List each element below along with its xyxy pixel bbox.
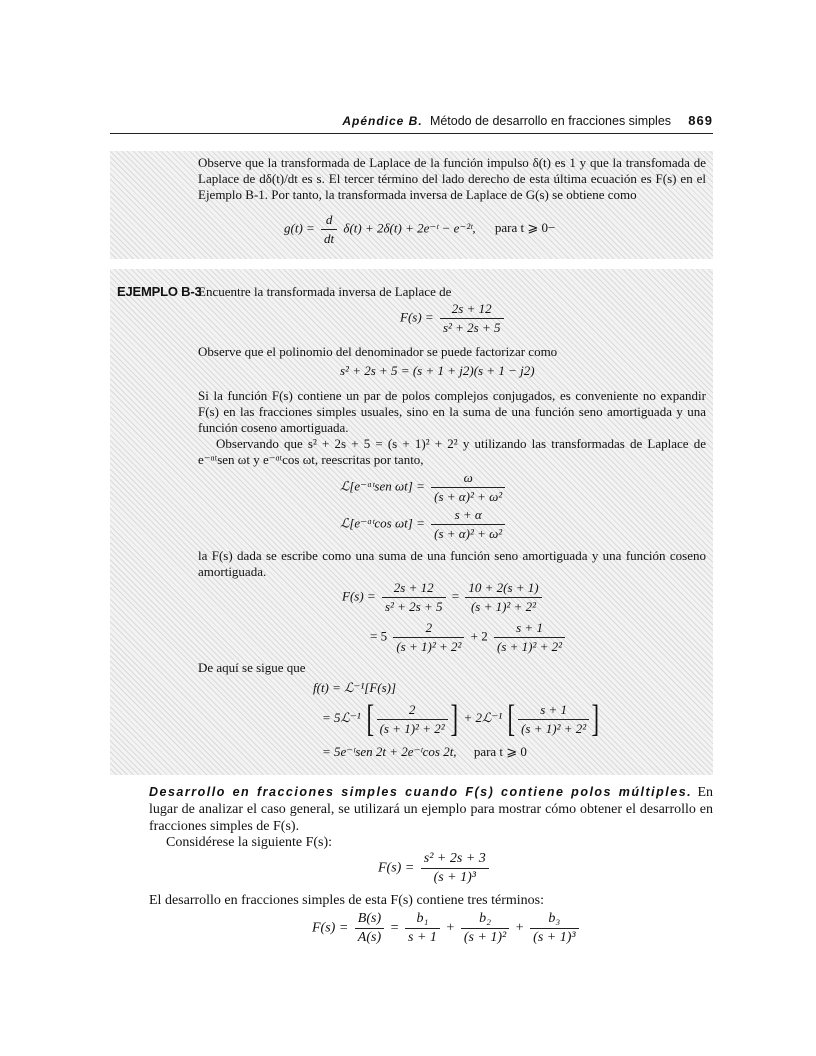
eq-lhs: g(t) = (284, 220, 315, 236)
fraction (461, 911, 509, 946)
denominator: s + 1 (408, 930, 437, 945)
paragraph-observando: Observando que s² + 2s + 5 = (s + 1)² + 2² y utilizando las transformadas de Laplace de e⁻ᵅᵗsen ωt y e⁻ᵅᵗcos ωt, reescritas por tanto, (198, 436, 706, 467)
eq-lhs: F(s) = (342, 588, 376, 604)
fraction (421, 851, 489, 886)
denominator: (s + 1)² + 2² (470, 599, 536, 614)
denominator: s² + 2s + 5 (442, 320, 501, 335)
numerator: b₁ (405, 911, 440, 929)
plus-sign: + (446, 920, 455, 936)
expansion-line-2 (370, 620, 568, 655)
denominator: A(s) (357, 930, 382, 945)
numerator: d (321, 212, 337, 230)
numerator: 2 (377, 702, 448, 720)
header-text (342, 113, 713, 129)
fraction (393, 620, 464, 655)
numerator: s² + 2s + 3 (421, 851, 489, 869)
denominator: (s + α)² + ω² (434, 526, 503, 541)
fraction (321, 212, 337, 247)
section-text-3: El desarrollo en fracciones simples de esta F(s) contiene tres términos: (149, 893, 544, 908)
partial-fraction-expansion (312, 911, 582, 946)
section-paragraph (149, 784, 713, 835)
numerator: b₃ (530, 911, 578, 929)
fraction (440, 301, 504, 336)
denominator: (s + 1)² + 2² (521, 720, 587, 736)
denominator: (s + 1)² + 2² (396, 639, 462, 654)
fraction (431, 507, 505, 542)
inverse-line-2 (322, 700, 602, 738)
fraction (431, 470, 505, 505)
equals-sign: = (451, 588, 460, 604)
appendix-label: Apéndice B. (342, 114, 423, 128)
paragraph-de-aqui: De aquí se sigue que (198, 660, 306, 675)
section-text-1: En lugar de analizar el caso general, se utilizará un ejemplo para mostrar cómo obtener el desarrollo en fracciones simples de F(s). (149, 785, 714, 834)
fraction (355, 911, 384, 946)
section-text-2: Considérese la siguiente F(s): (166, 835, 333, 850)
result-condition: para t ⩾ 0 (473, 744, 527, 759)
fraction (465, 580, 541, 615)
eq-lhs: F(s) = (400, 309, 434, 325)
box1-paragraph: Observe que la transformada de Laplace de la función impulso δ(t) es 1 y que la transfomada de Laplace de dδ(t)/dt es s. El tercer término del lado derecho de esta última ecuación es F(s) en el Ejemplo B-1. Por tanto, la transformada inversa de Laplace de G(s) se obtiene como (198, 155, 706, 202)
denominator: (s + 1)² + 2² (497, 639, 563, 654)
denominator: (s + 1)³ (533, 930, 576, 945)
numerator: s + 1 (518, 702, 589, 720)
eq-lhs: ℒ[e⁻ᵅᵗsen ωt] = (340, 478, 425, 494)
inverse-line-1: f(t) = ℒ⁻¹[F(s)] (313, 680, 397, 695)
term-b: + 2ℒ⁻¹ (463, 709, 503, 725)
denominator: (s + 1)² (463, 930, 507, 945)
section-heading: Desarrollo en fracciones simples cuando F(s) contiene polos múltiples. (149, 785, 693, 799)
fraction (518, 702, 589, 737)
numerator: B(s) (355, 911, 384, 929)
equals-five: = 5 (370, 628, 388, 644)
box1-equation (284, 212, 555, 247)
denominator: dt (324, 231, 335, 246)
fraction (382, 580, 446, 615)
numerator: b₂ (461, 911, 509, 929)
example-label: EJEMPLO B-3 (117, 284, 202, 299)
running-header (110, 113, 713, 134)
eq-lhs: F(s) = (312, 920, 349, 936)
multiple-pole-F (378, 851, 492, 886)
right-bracket-icon: ] (591, 698, 600, 740)
eq-lhs: F(s) = (378, 860, 415, 876)
denominator: s² + 2s + 5 (384, 599, 443, 614)
denominator: (s + 1)³ (433, 870, 476, 885)
fraction (494, 620, 565, 655)
fraction (405, 911, 440, 946)
plus-two: + 2 (470, 628, 488, 644)
numerator: 2s + 12 (440, 301, 504, 319)
term-a: = 5ℒ⁻¹ (322, 709, 361, 725)
right-bracket-icon: ] (450, 698, 458, 740)
paragraph-complex-poles: Si la función F(s) contiene un par de polos complejos conjugados, es conveniente no expandir F(s) en las fracciones simples usuales, sino en la suma de una función seno amortiguada y una función coseno amortiguada. (198, 388, 706, 435)
numerator: 10 + 2(s + 1) (465, 580, 541, 598)
left-bracket-icon: [ (507, 698, 516, 740)
laplace-cosine (340, 507, 508, 542)
fraction (530, 911, 578, 946)
chapter-title: Método de desarrollo en fracciones simples (429, 114, 672, 128)
expansion-line-1 (342, 580, 545, 615)
numerator: ω (431, 470, 505, 488)
numerator: 2 (393, 620, 464, 638)
inverse-line-3 (322, 744, 527, 760)
left-bracket-icon: [ (366, 698, 375, 740)
result: = 5e⁻ᵗsen 2t + 2e⁻ᵗcos 2t, (322, 744, 457, 759)
eq-condition: para t ⩾ 0− (494, 220, 556, 236)
page-number: 869 (688, 113, 713, 128)
paragraph-factor-intro: Observe que el polinomio del denominador se puede factorizar como (198, 344, 558, 359)
plus-sign: + (515, 920, 524, 936)
fraction (377, 702, 448, 737)
equals-sign: = (390, 920, 399, 936)
denominator: (s + α)² + ω² (434, 489, 503, 504)
numerator: s + α (431, 507, 505, 525)
F-definition (400, 301, 507, 336)
eq-lhs: ℒ[e⁻ᵅᵗcos ωt] = (340, 515, 425, 531)
example-intro: Encuentre la transformada inversa de Laplace de (198, 284, 452, 299)
eq-rhs: δ(t) + 2δ(t) + 2e⁻ᵗ − e⁻²ᵗ, (343, 220, 476, 236)
paragraph-rewrite: la F(s) dada se escribe como una suma de una función seno amortiguada y una función coseno amortiguada. (198, 548, 706, 579)
denominator: (s + 1)² + 2² (379, 720, 445, 736)
numerator: s + 1 (494, 620, 565, 638)
laplace-sine (340, 470, 508, 505)
numerator: 2s + 12 (382, 580, 446, 598)
factorization-equation: s² + 2s + 5 = (s + 1 + j2)(s + 1 − j2) (340, 363, 535, 378)
